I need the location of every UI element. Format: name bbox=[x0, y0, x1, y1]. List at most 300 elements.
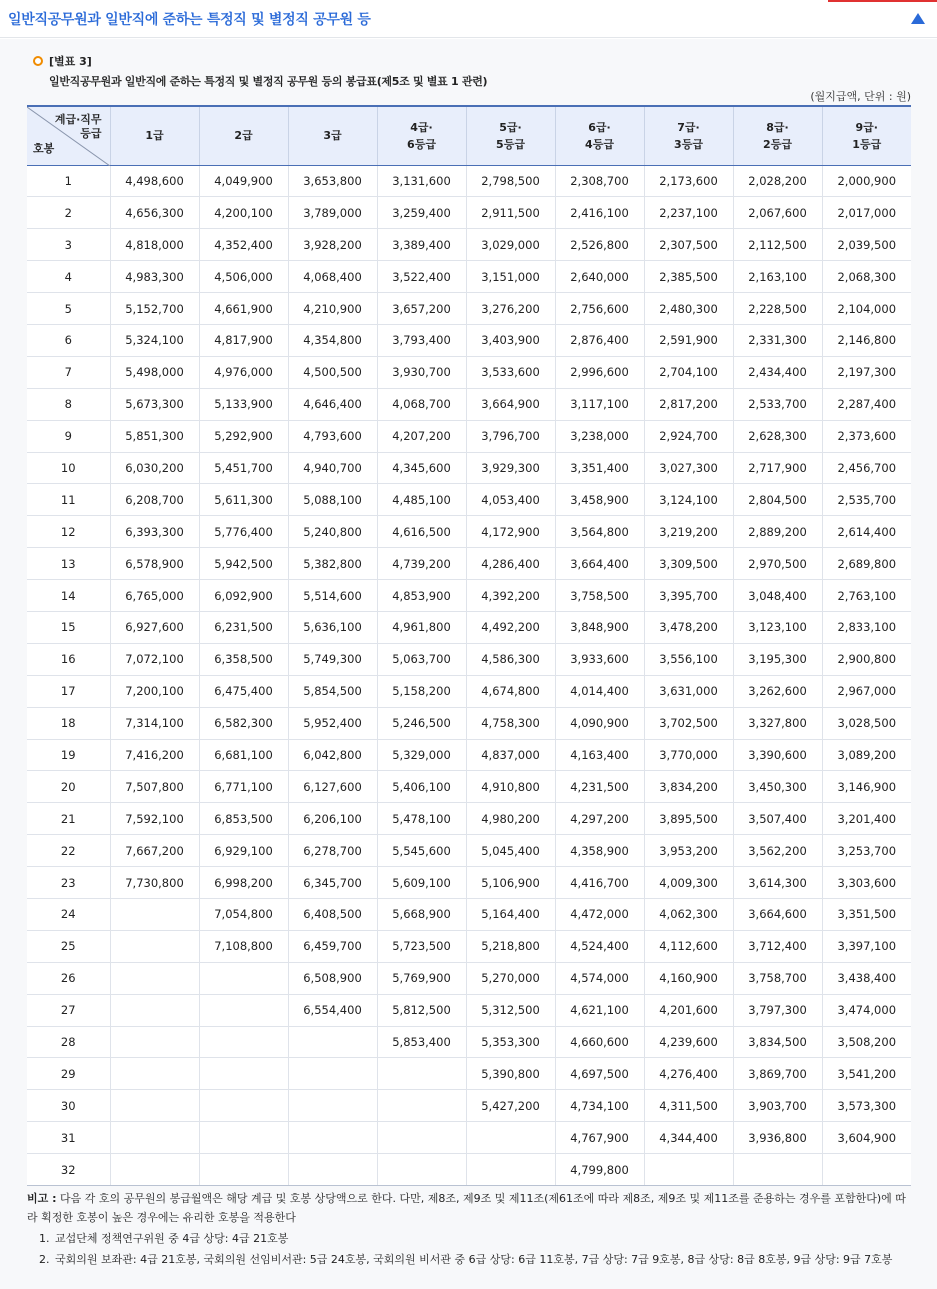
salary-cell: 3,758,500 bbox=[555, 580, 644, 612]
salary-cell: 6,030,200 bbox=[110, 452, 199, 484]
salary-cell: 2,833,100 bbox=[822, 611, 911, 643]
salary-cell: 6,208,700 bbox=[110, 484, 199, 516]
table-row bbox=[27, 548, 911, 580]
salary-cell: 5,292,900 bbox=[199, 420, 288, 452]
salary-cell: 3,131,600 bbox=[377, 165, 466, 197]
notes-remark bbox=[27, 1189, 911, 1227]
step-cell: 31 bbox=[27, 1122, 110, 1154]
salary-cell: 2,628,300 bbox=[733, 420, 822, 452]
salary-cell bbox=[110, 1154, 199, 1186]
table-row bbox=[27, 1154, 911, 1186]
salary-cell: 3,834,200 bbox=[644, 771, 733, 803]
table-row bbox=[27, 867, 911, 899]
salary-cell: 7,592,100 bbox=[110, 803, 199, 835]
table-caption bbox=[33, 53, 487, 89]
salary-cell: 3,201,400 bbox=[822, 803, 911, 835]
salary-cell: 4,231,500 bbox=[555, 771, 644, 803]
salary-cell: 2,817,200 bbox=[644, 388, 733, 420]
salary-cell bbox=[644, 1154, 733, 1186]
salary-cell: 5,406,100 bbox=[377, 771, 466, 803]
note-item bbox=[27, 1250, 911, 1269]
salary-cell: 7,200,100 bbox=[110, 675, 199, 707]
table-row bbox=[27, 962, 911, 994]
salary-cell: 3,238,000 bbox=[555, 420, 644, 452]
salary-cell: 6,393,300 bbox=[110, 516, 199, 548]
salary-cell: 5,952,400 bbox=[288, 707, 377, 739]
salary-cell: 2,591,900 bbox=[644, 324, 733, 356]
column-header-grade: 6급· bbox=[588, 120, 611, 134]
step-cell: 12 bbox=[27, 516, 110, 548]
salary-cell: 3,089,200 bbox=[822, 739, 911, 771]
table-body bbox=[27, 165, 911, 1186]
salary-cell: 2,533,700 bbox=[733, 388, 822, 420]
corner-grade-line1: 계급·직무 bbox=[54, 113, 102, 126]
step-cell: 10 bbox=[27, 452, 110, 484]
salary-cell: 2,146,800 bbox=[822, 324, 911, 356]
salary-cell: 6,408,500 bbox=[288, 898, 377, 930]
salary-cell: 5,723,500 bbox=[377, 930, 466, 962]
table-row bbox=[27, 516, 911, 548]
salary-cell: 5,329,000 bbox=[377, 739, 466, 771]
salary-cell: 2,028,200 bbox=[733, 165, 822, 197]
salary-cell: 2,924,700 bbox=[644, 420, 733, 452]
salary-cell: 6,681,100 bbox=[199, 739, 288, 771]
step-cell: 19 bbox=[27, 739, 110, 771]
salary-cell: 2,197,300 bbox=[822, 356, 911, 388]
column-header-8 bbox=[733, 106, 822, 165]
salary-cell: 3,262,600 bbox=[733, 675, 822, 707]
salary-cell: 6,092,900 bbox=[199, 580, 288, 612]
salary-cell: 3,027,300 bbox=[644, 452, 733, 484]
salary-cell bbox=[377, 1122, 466, 1154]
salary-cell: 3,029,000 bbox=[466, 229, 555, 261]
salary-cell: 4,646,400 bbox=[288, 388, 377, 420]
salary-cell: 3,397,100 bbox=[822, 930, 911, 962]
salary-cell: 3,195,300 bbox=[733, 643, 822, 675]
column-header-grade: 8급· bbox=[766, 120, 789, 134]
salary-cell: 3,533,600 bbox=[466, 356, 555, 388]
unit-note: (월지급액, 단위 : 원) bbox=[810, 90, 911, 103]
salary-cell: 5,668,900 bbox=[377, 898, 466, 930]
column-header-1 bbox=[110, 106, 199, 165]
salary-cell: 5,636,100 bbox=[288, 611, 377, 643]
step-cell: 25 bbox=[27, 930, 110, 962]
salary-cell: 4,416,700 bbox=[555, 867, 644, 899]
salary-cell bbox=[377, 1090, 466, 1122]
salary-cell bbox=[822, 1154, 911, 1186]
salary-cell: 6,582,300 bbox=[199, 707, 288, 739]
salary-cell: 3,928,200 bbox=[288, 229, 377, 261]
salary-cell: 5,133,900 bbox=[199, 388, 288, 420]
salary-cell: 3,048,400 bbox=[733, 580, 822, 612]
column-header-grade: 7급· bbox=[677, 120, 700, 134]
salary-cell: 3,903,700 bbox=[733, 1090, 822, 1122]
salary-cell: 3,259,400 bbox=[377, 197, 466, 229]
salary-cell: 5,749,300 bbox=[288, 643, 377, 675]
salary-cell: 3,657,200 bbox=[377, 293, 466, 325]
salary-cell: 2,416,100 bbox=[555, 197, 644, 229]
note-number: 1. bbox=[39, 1232, 50, 1245]
salary-cell: 6,927,600 bbox=[110, 611, 199, 643]
salary-cell: 6,929,100 bbox=[199, 835, 288, 867]
step-cell: 17 bbox=[27, 675, 110, 707]
salary-cell: 4,574,000 bbox=[555, 962, 644, 994]
salary-cell: 7,072,100 bbox=[110, 643, 199, 675]
salary-cell: 3,604,900 bbox=[822, 1122, 911, 1154]
salary-cell: 5,158,200 bbox=[377, 675, 466, 707]
table-row bbox=[27, 994, 911, 1026]
salary-cell: 4,311,500 bbox=[644, 1090, 733, 1122]
salary-cell: 3,123,100 bbox=[733, 611, 822, 643]
salary-cell: 5,942,500 bbox=[199, 548, 288, 580]
salary-table-wrapper bbox=[27, 105, 911, 1186]
column-header-grade: 9급· bbox=[855, 120, 878, 134]
step-cell: 11 bbox=[27, 484, 110, 516]
column-header-2 bbox=[199, 106, 288, 165]
salary-cell bbox=[110, 1026, 199, 1058]
salary-cell bbox=[377, 1058, 466, 1090]
table-row bbox=[27, 803, 911, 835]
salary-cell: 2,228,500 bbox=[733, 293, 822, 325]
column-header-9 bbox=[822, 106, 911, 165]
salary-cell: 4,980,200 bbox=[466, 803, 555, 835]
salary-cell: 3,478,200 bbox=[644, 611, 733, 643]
section-header[interactable] bbox=[0, 0, 937, 38]
table-row bbox=[27, 324, 911, 356]
salary-cell: 6,998,200 bbox=[199, 867, 288, 899]
table-row bbox=[27, 739, 911, 771]
salary-cell: 6,206,100 bbox=[288, 803, 377, 835]
salary-cell bbox=[110, 1122, 199, 1154]
step-cell: 4 bbox=[27, 261, 110, 293]
salary-cell: 3,664,900 bbox=[466, 388, 555, 420]
notes-section bbox=[27, 1189, 911, 1269]
salary-cell bbox=[110, 898, 199, 930]
salary-cell: 5,812,500 bbox=[377, 994, 466, 1026]
salary-cell: 2,967,000 bbox=[822, 675, 911, 707]
salary-cell: 3,541,200 bbox=[822, 1058, 911, 1090]
salary-cell: 4,297,200 bbox=[555, 803, 644, 835]
salary-cell: 3,930,700 bbox=[377, 356, 466, 388]
caption-description: 일반직공무원과 일반직에 준하는 특정직 및 별정직 공무원 등의 봉급표(제5조 및 별표 1 관련) bbox=[49, 75, 488, 88]
salary-cell: 5,478,100 bbox=[377, 803, 466, 835]
step-cell: 1 bbox=[27, 165, 110, 197]
notes-list bbox=[27, 1229, 911, 1269]
step-cell: 13 bbox=[27, 548, 110, 580]
salary-cell: 4,940,700 bbox=[288, 452, 377, 484]
salary-cell: 3,834,500 bbox=[733, 1026, 822, 1058]
salary-cell: 4,492,200 bbox=[466, 611, 555, 643]
salary-cell: 2,996,600 bbox=[555, 356, 644, 388]
salary-cell: 4,286,400 bbox=[466, 548, 555, 580]
salary-cell: 4,767,900 bbox=[555, 1122, 644, 1154]
column-header-5 bbox=[466, 106, 555, 165]
table-row bbox=[27, 197, 911, 229]
salary-cell: 4,053,400 bbox=[466, 484, 555, 516]
salary-cell: 3,770,000 bbox=[644, 739, 733, 771]
salary-cell: 2,287,400 bbox=[822, 388, 911, 420]
salary-cell: 3,653,800 bbox=[288, 165, 377, 197]
header-corner-cell bbox=[27, 106, 110, 165]
salary-cell: 4,799,800 bbox=[555, 1154, 644, 1186]
salary-cell: 3,151,000 bbox=[466, 261, 555, 293]
salary-cell: 5,240,800 bbox=[288, 516, 377, 548]
step-cell: 3 bbox=[27, 229, 110, 261]
step-cell: 21 bbox=[27, 803, 110, 835]
step-cell: 9 bbox=[27, 420, 110, 452]
salary-cell: 3,614,300 bbox=[733, 867, 822, 899]
corner-grade-label bbox=[55, 113, 102, 141]
table-row bbox=[27, 452, 911, 484]
salary-cell: 7,054,800 bbox=[199, 898, 288, 930]
notes-remark-label: 비고 : bbox=[27, 1192, 57, 1205]
salary-cell: 3,796,700 bbox=[466, 420, 555, 452]
salary-cell: 4,739,200 bbox=[377, 548, 466, 580]
table-row bbox=[27, 229, 911, 261]
salary-cell: 7,108,800 bbox=[199, 930, 288, 962]
corner-step-label: 호봉 bbox=[33, 141, 55, 155]
salary-cell: 5,451,700 bbox=[199, 452, 288, 484]
step-cell: 8 bbox=[27, 388, 110, 420]
salary-cell: 3,631,000 bbox=[644, 675, 733, 707]
table-row bbox=[27, 580, 911, 612]
salary-cell bbox=[110, 962, 199, 994]
salary-cell: 3,797,300 bbox=[733, 994, 822, 1026]
step-cell: 14 bbox=[27, 580, 110, 612]
salary-cell: 4,344,400 bbox=[644, 1122, 733, 1154]
salary-cell: 2,308,700 bbox=[555, 165, 644, 197]
salary-cell: 4,163,400 bbox=[555, 739, 644, 771]
column-header-level: 2등급 bbox=[763, 137, 792, 151]
salary-cell: 7,507,800 bbox=[110, 771, 199, 803]
salary-cell: 3,664,400 bbox=[555, 548, 644, 580]
step-cell: 7 bbox=[27, 356, 110, 388]
salary-cell: 4,697,500 bbox=[555, 1058, 644, 1090]
column-header-3 bbox=[288, 106, 377, 165]
salary-cell: 5,545,600 bbox=[377, 835, 466, 867]
salary-cell: 3,351,400 bbox=[555, 452, 644, 484]
salary-cell: 5,853,400 bbox=[377, 1026, 466, 1058]
salary-cell: 3,789,000 bbox=[288, 197, 377, 229]
table-row bbox=[27, 356, 911, 388]
salary-cell: 2,067,600 bbox=[733, 197, 822, 229]
column-header-level: 4등급 bbox=[585, 137, 614, 151]
salary-cell: 2,104,000 bbox=[822, 293, 911, 325]
salary-cell: 3,702,500 bbox=[644, 707, 733, 739]
salary-cell: 2,373,600 bbox=[822, 420, 911, 452]
salary-cell bbox=[110, 1058, 199, 1090]
salary-cell: 2,526,800 bbox=[555, 229, 644, 261]
salary-cell: 4,049,900 bbox=[199, 165, 288, 197]
step-cell: 20 bbox=[27, 771, 110, 803]
caption-label: [별표 3] bbox=[49, 55, 92, 68]
table-row bbox=[27, 898, 911, 930]
salary-cell: 2,798,500 bbox=[466, 165, 555, 197]
salary-cell: 2,876,400 bbox=[555, 324, 644, 356]
salary-cell: 3,450,300 bbox=[733, 771, 822, 803]
salary-cell: 2,911,500 bbox=[466, 197, 555, 229]
salary-cell: 2,237,100 bbox=[644, 197, 733, 229]
step-cell: 5 bbox=[27, 293, 110, 325]
salary-cell: 6,278,700 bbox=[288, 835, 377, 867]
salary-cell: 6,127,600 bbox=[288, 771, 377, 803]
salary-cell: 2,068,300 bbox=[822, 261, 911, 293]
salary-cell: 3,303,600 bbox=[822, 867, 911, 899]
salary-cell: 4,345,600 bbox=[377, 452, 466, 484]
salary-cell: 3,389,400 bbox=[377, 229, 466, 261]
salary-cell: 3,146,900 bbox=[822, 771, 911, 803]
salary-cell: 6,853,500 bbox=[199, 803, 288, 835]
step-cell: 32 bbox=[27, 1154, 110, 1186]
step-cell: 24 bbox=[27, 898, 110, 930]
salary-cell: 4,201,600 bbox=[644, 994, 733, 1026]
salary-cell: 3,458,900 bbox=[555, 484, 644, 516]
salary-cell: 5,776,400 bbox=[199, 516, 288, 548]
salary-cell: 5,498,000 bbox=[110, 356, 199, 388]
salary-cell: 3,712,400 bbox=[733, 930, 822, 962]
salary-cell: 5,106,900 bbox=[466, 867, 555, 899]
salary-cell: 5,152,700 bbox=[110, 293, 199, 325]
salary-cell: 4,734,100 bbox=[555, 1090, 644, 1122]
salary-cell: 2,331,300 bbox=[733, 324, 822, 356]
section-title: 일반직공무원과 일반직에 준하는 특정직 및 별정직 공무원 등 bbox=[8, 11, 371, 28]
salary-cell: 7,730,800 bbox=[110, 867, 199, 899]
salary-cell: 4,976,000 bbox=[199, 356, 288, 388]
salary-cell: 5,218,800 bbox=[466, 930, 555, 962]
step-cell: 30 bbox=[27, 1090, 110, 1122]
salary-cell: 4,793,600 bbox=[288, 420, 377, 452]
salary-cell bbox=[466, 1154, 555, 1186]
column-header-level: 5등급 bbox=[496, 137, 525, 151]
table-row bbox=[27, 707, 911, 739]
table-row bbox=[27, 1122, 911, 1154]
table-row bbox=[27, 293, 911, 325]
salary-cell: 4,239,600 bbox=[644, 1026, 733, 1058]
salary-cell: 2,480,300 bbox=[644, 293, 733, 325]
salary-cell: 5,164,400 bbox=[466, 898, 555, 930]
salary-cell: 3,508,200 bbox=[822, 1026, 911, 1058]
step-cell: 29 bbox=[27, 1058, 110, 1090]
note-text: 교섭단체 정책연구위원 중 4급 상당: 4급 21호봉 bbox=[55, 1232, 289, 1245]
salary-cell: 6,345,700 bbox=[288, 867, 377, 899]
salary-cell: 4,506,000 bbox=[199, 261, 288, 293]
table-row bbox=[27, 1090, 911, 1122]
salary-cell: 4,498,600 bbox=[110, 165, 199, 197]
salary-cell: 4,586,300 bbox=[466, 643, 555, 675]
salary-cell: 4,837,000 bbox=[466, 739, 555, 771]
salary-cell: 3,403,900 bbox=[466, 324, 555, 356]
column-header-7 bbox=[644, 106, 733, 165]
salary-cell: 3,895,500 bbox=[644, 803, 733, 835]
salary-cell bbox=[110, 994, 199, 1026]
salary-cell: 3,758,700 bbox=[733, 962, 822, 994]
salary-cell: 3,309,500 bbox=[644, 548, 733, 580]
salary-cell: 3,848,900 bbox=[555, 611, 644, 643]
salary-cell: 3,869,700 bbox=[733, 1058, 822, 1090]
column-header-grade: 2급 bbox=[234, 129, 253, 143]
column-header-level: 3등급 bbox=[674, 137, 703, 151]
salary-cell: 3,219,200 bbox=[644, 516, 733, 548]
salary-cell: 7,314,100 bbox=[110, 707, 199, 739]
salary-cell: 2,535,700 bbox=[822, 484, 911, 516]
salary-cell bbox=[199, 1122, 288, 1154]
note-item bbox=[27, 1229, 911, 1248]
salary-cell: 2,163,100 bbox=[733, 261, 822, 293]
salary-cell: 3,929,300 bbox=[466, 452, 555, 484]
salary-cell: 4,660,600 bbox=[555, 1026, 644, 1058]
salary-cell: 2,434,400 bbox=[733, 356, 822, 388]
salary-cell bbox=[199, 994, 288, 1026]
salary-cell: 4,112,600 bbox=[644, 930, 733, 962]
salary-cell: 5,045,400 bbox=[466, 835, 555, 867]
salary-cell bbox=[288, 1026, 377, 1058]
step-cell: 28 bbox=[27, 1026, 110, 1058]
salary-cell: 5,246,500 bbox=[377, 707, 466, 739]
salary-cell: 3,351,500 bbox=[822, 898, 911, 930]
salary-cell: 4,068,700 bbox=[377, 388, 466, 420]
salary-cell bbox=[110, 930, 199, 962]
column-header-grade: 3급 bbox=[323, 129, 342, 143]
column-header-grade: 4급· bbox=[410, 120, 433, 134]
salary-cell: 6,042,800 bbox=[288, 739, 377, 771]
salary-cell: 3,507,400 bbox=[733, 803, 822, 835]
collapse-triangle-icon[interactable] bbox=[911, 13, 925, 24]
salary-cell: 4,656,300 bbox=[110, 197, 199, 229]
salary-cell: 2,640,000 bbox=[555, 261, 644, 293]
salary-cell: 3,117,100 bbox=[555, 388, 644, 420]
salary-cell: 6,508,900 bbox=[288, 962, 377, 994]
salary-cell: 3,562,200 bbox=[733, 835, 822, 867]
column-header-grade: 1급 bbox=[145, 129, 164, 143]
step-cell: 2 bbox=[27, 197, 110, 229]
salary-cell bbox=[288, 1090, 377, 1122]
salary-cell: 5,427,200 bbox=[466, 1090, 555, 1122]
salary-cell: 4,661,900 bbox=[199, 293, 288, 325]
salary-cell: 4,616,500 bbox=[377, 516, 466, 548]
step-cell: 23 bbox=[27, 867, 110, 899]
salary-cell: 4,818,000 bbox=[110, 229, 199, 261]
salary-cell: 2,756,600 bbox=[555, 293, 644, 325]
corner-grade-line2: 등급 bbox=[80, 127, 102, 140]
salary-cell: 2,889,200 bbox=[733, 516, 822, 548]
notes-remark-text: 다음 각 호의 공무원의 봉급월액은 해당 계급 및 호봉 상당액으로 한다. 다만, 제8조, 제9조 및 제11조(제61조에 따라 제8조, 제9조 및 제11조를 준용하는 경우를 포함한다)에 따라 획정한 호봉이 높은 경우에는 유리한 호봉을 적용한다 bbox=[27, 1192, 906, 1224]
salary-cell: 6,765,000 bbox=[110, 580, 199, 612]
salary-cell: 3,395,700 bbox=[644, 580, 733, 612]
salary-cell: 3,028,500 bbox=[822, 707, 911, 739]
salary-cell: 4,207,200 bbox=[377, 420, 466, 452]
salary-cell: 2,017,000 bbox=[822, 197, 911, 229]
step-cell: 15 bbox=[27, 611, 110, 643]
salary-cell: 5,611,300 bbox=[199, 484, 288, 516]
table-row bbox=[27, 771, 911, 803]
salary-cell: 2,112,500 bbox=[733, 229, 822, 261]
salary-cell bbox=[199, 1058, 288, 1090]
note-number: 2. bbox=[39, 1253, 50, 1266]
salary-cell: 3,522,400 bbox=[377, 261, 466, 293]
salary-cell: 4,621,100 bbox=[555, 994, 644, 1026]
note-text: 국회의원 보좌관: 4급 21호봉, 국회의원 선임비서관: 5급 24호봉, 국회의원 비서관 중 6급 상당: 6급 11호봉, 7급 상당: 7급 9호봉, 8급 상당: 8급 8호봉, 9급 상당: 9급 7호봉 bbox=[55, 1253, 893, 1266]
salary-cell: 5,673,300 bbox=[110, 388, 199, 420]
salary-cell: 6,475,400 bbox=[199, 675, 288, 707]
salary-cell: 3,474,000 bbox=[822, 994, 911, 1026]
salary-cell: 3,253,700 bbox=[822, 835, 911, 867]
salary-cell: 5,609,100 bbox=[377, 867, 466, 899]
salary-cell: 4,009,300 bbox=[644, 867, 733, 899]
step-cell: 26 bbox=[27, 962, 110, 994]
table-row bbox=[27, 930, 911, 962]
bullet-circle-icon bbox=[33, 56, 43, 66]
salary-cell: 4,485,100 bbox=[377, 484, 466, 516]
